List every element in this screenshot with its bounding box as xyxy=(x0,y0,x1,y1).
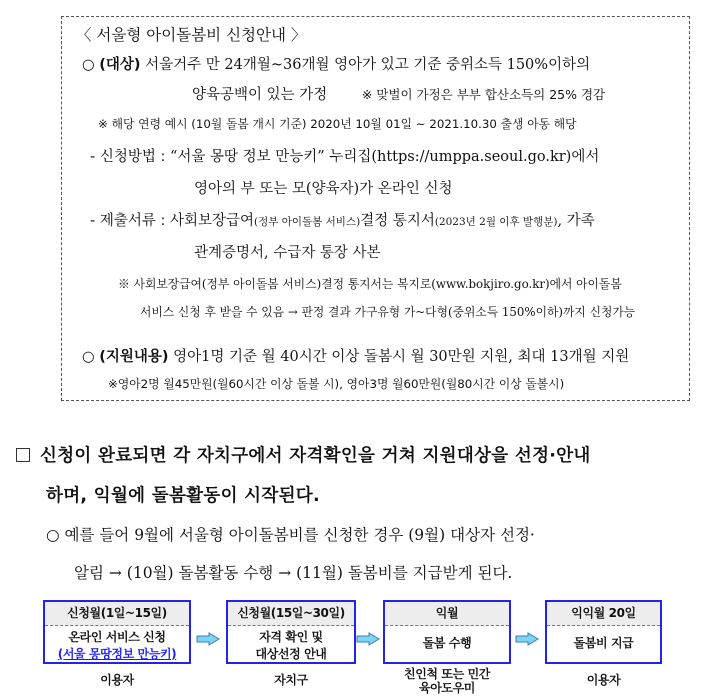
doc-text-e: , 가족 xyxy=(557,213,595,229)
doc-text-d: (2023년 2월 이후 발행분) xyxy=(434,216,558,228)
flow-step-body-line: 돌봄 수행 xyxy=(422,636,472,650)
example-line-1: ○ 예를 들어 9월에 서울형 아이돌봄비를 신청한 경우 (9월) 대상자 선정· xyxy=(46,526,535,544)
target-line-1 xyxy=(82,53,590,74)
flow-step-apply xyxy=(43,600,191,664)
section-heading-line-1 xyxy=(16,442,591,467)
flow-step-care xyxy=(383,600,511,664)
documents-line-2: 관계증명서, 수급자 통장 사본 xyxy=(194,245,381,261)
flow-step-body xyxy=(547,626,660,652)
notice-title: 〈 서울형 아이돌봄비 신청안내 〉 xyxy=(76,26,307,44)
target-label: (대상) xyxy=(99,57,141,73)
support-note: ※영아2명 월45만원(월60시간 이상 돌볼 시), 영아3명 월60만원(월80시간 이상 돌볼시) xyxy=(108,377,565,391)
doc-text-b: (정부 아이돌봄 서비스) xyxy=(254,216,361,228)
target-text: 서울거주 만 24개월~36개월 영아가 있고 기준 중위소득 150%이하의 xyxy=(140,57,591,73)
documents-line-1 xyxy=(90,209,595,230)
flow-step-body xyxy=(45,626,189,663)
actor-line: 친인척 또는 민간 xyxy=(404,667,490,681)
flow-step-body-line: 온라인 서비스 신청 xyxy=(68,630,166,644)
flow-step-link[interactable]: (서울 몽땅정보 만능키) xyxy=(57,647,177,661)
doc-text-c: 결정 통지서 xyxy=(360,213,435,229)
dual-income-note: ※ 맞벌이 가정은 부부 합산소득의 25% 경감 xyxy=(361,87,606,102)
arrow-right-icon xyxy=(196,632,220,646)
flow-step-body xyxy=(385,626,509,652)
documents-note-1: ※ 사회보장급여(정부 아이돌봄 서비스)결정 통지서는 복지로(www.bokjiro.go.kr)에서 아이돌봄 xyxy=(118,277,622,291)
section-heading-line-2: 하며, 익월에 돌봄활동이 시작된다. xyxy=(46,486,320,506)
flow-step-header: 신청월(1일~15일) xyxy=(45,602,189,626)
arrow-right-icon xyxy=(515,632,539,646)
documents-note-2: 서비스 신청 후 받을 수 있음 → 판정 결과 가구유형 가~다형(중위소득 150%이하)까지 신청가능 xyxy=(140,305,636,319)
bullet: ○ xyxy=(82,349,95,365)
flow-step-verify xyxy=(226,600,356,664)
flow-step-body-line: 자격 확인 및 xyxy=(259,630,323,644)
flow-step-header: 익익월 20일 xyxy=(547,602,660,626)
flow-step-body-line: 돌봄비 지급 xyxy=(573,636,634,650)
documents-label: - 제출서류 : xyxy=(90,213,166,229)
flow-step-body-line: 대상선정 안내 xyxy=(255,647,327,661)
arrow-right-icon xyxy=(356,632,380,646)
flow-actor-caregiver xyxy=(383,667,511,695)
support-label: (지원내용) xyxy=(99,349,169,365)
method-line-2: 영아의 부 또는 모(양육자)가 온라인 신청 xyxy=(194,181,453,197)
method-line-1 xyxy=(90,145,599,166)
flow-step-header: 익월 xyxy=(385,602,509,626)
heading-text-1: 신청이 완료되면 각 자치구에서 자격확인을 거쳐 지원대상을 선정·안내 xyxy=(40,446,591,466)
support-line-1 xyxy=(82,345,629,366)
target-text-2: 양육공백이 있는 가정 xyxy=(192,87,328,103)
flow-actor-user: 이용자 xyxy=(100,673,134,687)
notice-box xyxy=(61,16,690,401)
example-line-2: 알림 → (10월) 돌봄활동 수행 → (11월) 돌봄비를 지급받게 된다. xyxy=(74,564,513,582)
flow-actor-district: 자치구 xyxy=(274,673,308,687)
target-line-2 xyxy=(192,83,605,104)
bullet: ○ xyxy=(82,57,95,73)
doc-text-a: 사회보장급여 xyxy=(169,213,255,229)
age-note: ※ 해당 연령 예시 (10월 돌봄 개시 기준) 2020년 10월 01일 ~ 2021.10.30 출생 아동 해당 xyxy=(98,117,577,131)
flow-actor-user-2: 이용자 xyxy=(586,673,621,687)
flow-step-body xyxy=(228,626,354,663)
method-label: - 신청방법 : xyxy=(90,149,166,165)
flow-step-header: 신청월(15일~30일) xyxy=(228,602,354,626)
method-text: “서울 몽땅 정보 만능키” 누리집(https://umppa.seoul.go.kr)에서 xyxy=(169,149,600,165)
actor-line: 육아도우미 xyxy=(419,681,475,695)
flow-step-payment xyxy=(545,600,662,664)
support-text: 영아1명 기준 월 40시간 이상 돌봄시 월 30만원 지원, 최대 13개월 지원 xyxy=(168,349,630,365)
checkbox-bullet-icon xyxy=(16,448,30,462)
